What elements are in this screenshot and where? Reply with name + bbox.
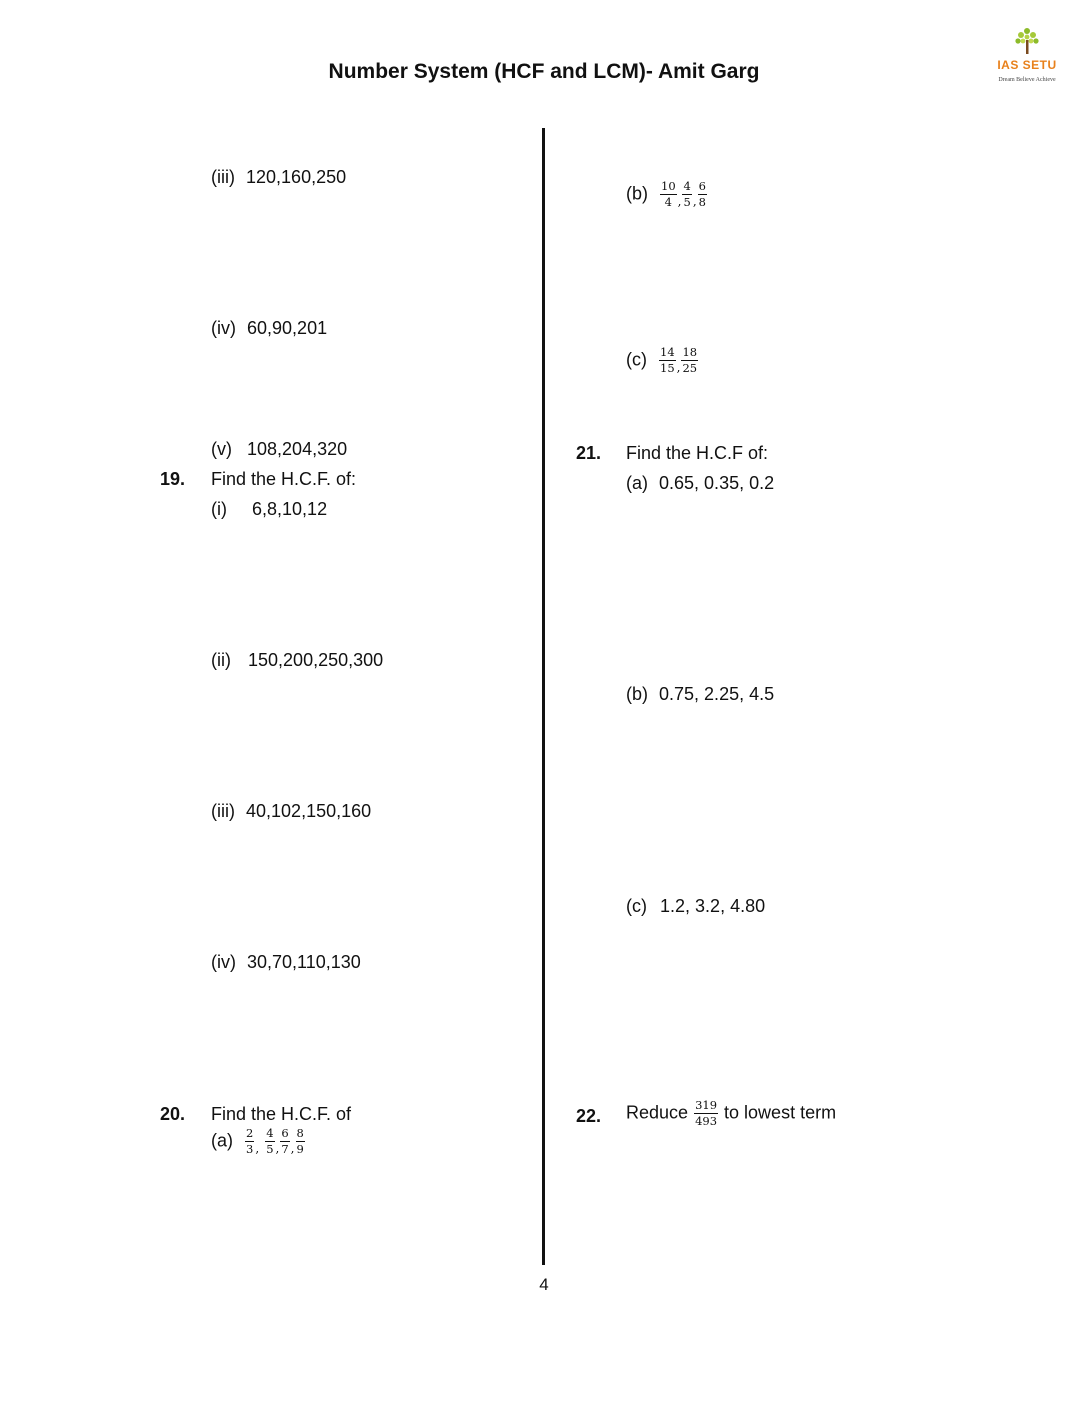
fraction: $\frac{319}{493}$ — [695, 1098, 718, 1128]
item-label: (b) — [626, 183, 648, 204]
item-text: 0.75, 2.25, 4.5 — [659, 684, 775, 704]
question-22-text — [626, 1099, 836, 1128]
page-title: Number System (HCF and LCM)- Amit Garg — [328, 60, 760, 83]
q22-before: Reduce — [626, 1102, 689, 1123]
tree-icon — [1012, 26, 1042, 56]
item-label: (a) — [211, 1130, 233, 1151]
fraction: $\frac{6}{8}$ — [698, 179, 706, 209]
q18-item-iii — [211, 166, 346, 188]
item-text: 60,90,201 — [247, 318, 328, 338]
item-label: (iii) — [211, 167, 235, 187]
fraction: $\frac{10}{4}$ — [661, 179, 676, 209]
q21-item-c — [626, 895, 765, 917]
item-label: (iv) — [211, 952, 236, 972]
fraction: $\frac{18}{25}$ — [682, 345, 698, 375]
item-label: (iii) — [211, 801, 235, 821]
question-number-20: 20. — [160, 1104, 186, 1124]
q21-item-a — [626, 472, 774, 494]
fraction: $\frac{4}{5}$ — [266, 1126, 274, 1156]
q19-item-i — [211, 498, 327, 520]
fraction: $\frac{4}{5}$ — [683, 179, 691, 209]
fraction: $\frac{8}{9}$ — [296, 1126, 304, 1156]
item-label: (c) — [626, 349, 647, 370]
item-label: (v) — [211, 439, 232, 459]
fraction: $\frac{14}{15}$ — [660, 345, 675, 375]
q18-item-v — [211, 438, 347, 460]
q20-item-b: (b) $\frac{10}{4}$ $_,$ $\frac{4}{5}$ $_,$ $\frac{6}{8}$ — [626, 179, 706, 209]
question-number-21: 21. — [576, 443, 602, 463]
item-text: 30,70,110,130 — [247, 952, 361, 972]
question-number-22: 22. — [576, 1106, 602, 1126]
item-label: (a) — [626, 473, 648, 493]
q19-item-ii — [211, 649, 383, 671]
q22-after: to lowest term — [724, 1102, 837, 1123]
logo-tagline: Dream Believe Achieve — [998, 77, 1056, 83]
question-20-prompt: Find the H.C.F. of — [211, 1104, 352, 1124]
q19-item-iv — [211, 951, 361, 973]
item-text: 0.65, 0.35, 0.2 — [659, 473, 775, 493]
item-text: 108,204,320 — [247, 439, 348, 459]
item-text: 6,8,10,12 — [252, 499, 328, 519]
question-19-prompt: Find the H.C.F. of: — [211, 469, 357, 489]
fraction: $\frac{6}{7}$ — [281, 1126, 289, 1156]
q21-item-b — [626, 683, 774, 705]
item-label: (c) — [626, 896, 647, 916]
page-number: 4 — [539, 1275, 549, 1294]
q20-item-a: (a) $\frac{2}{3}$ $_,$ $\frac{4}{5}$ $_,$ $\frac{6}{7}$ $_,$ $\frac{8}{9}$ — [211, 1126, 304, 1156]
item-text: 150,200,250,300 — [248, 650, 384, 670]
item-label: (b) — [626, 684, 648, 704]
question-21-prompt: Find the H.C.F of: — [626, 443, 769, 463]
q18-item-iv — [211, 317, 327, 339]
item-label: (iv) — [211, 318, 236, 338]
item-text: 1.2, 3.2, 4.80 — [660, 896, 766, 916]
column-divider — [542, 128, 545, 1265]
item-text: 40,102,150,160 — [246, 801, 372, 821]
q19-item-iii — [211, 800, 371, 822]
q20-item-c: (c) $\frac{14}{15}$ $_,$ $\frac{18}{25}$ — [626, 345, 698, 375]
fraction: $\frac{2}{3}$ — [246, 1126, 254, 1156]
logo-name: IAS SETU — [997, 58, 1057, 72]
item-label: (ii) — [211, 650, 231, 670]
question-number-19: 19. — [160, 469, 186, 489]
item-text: 120,160,250 — [246, 167, 347, 187]
item-label: (i) — [211, 499, 227, 519]
ias-setu-logo — [990, 26, 1064, 96]
